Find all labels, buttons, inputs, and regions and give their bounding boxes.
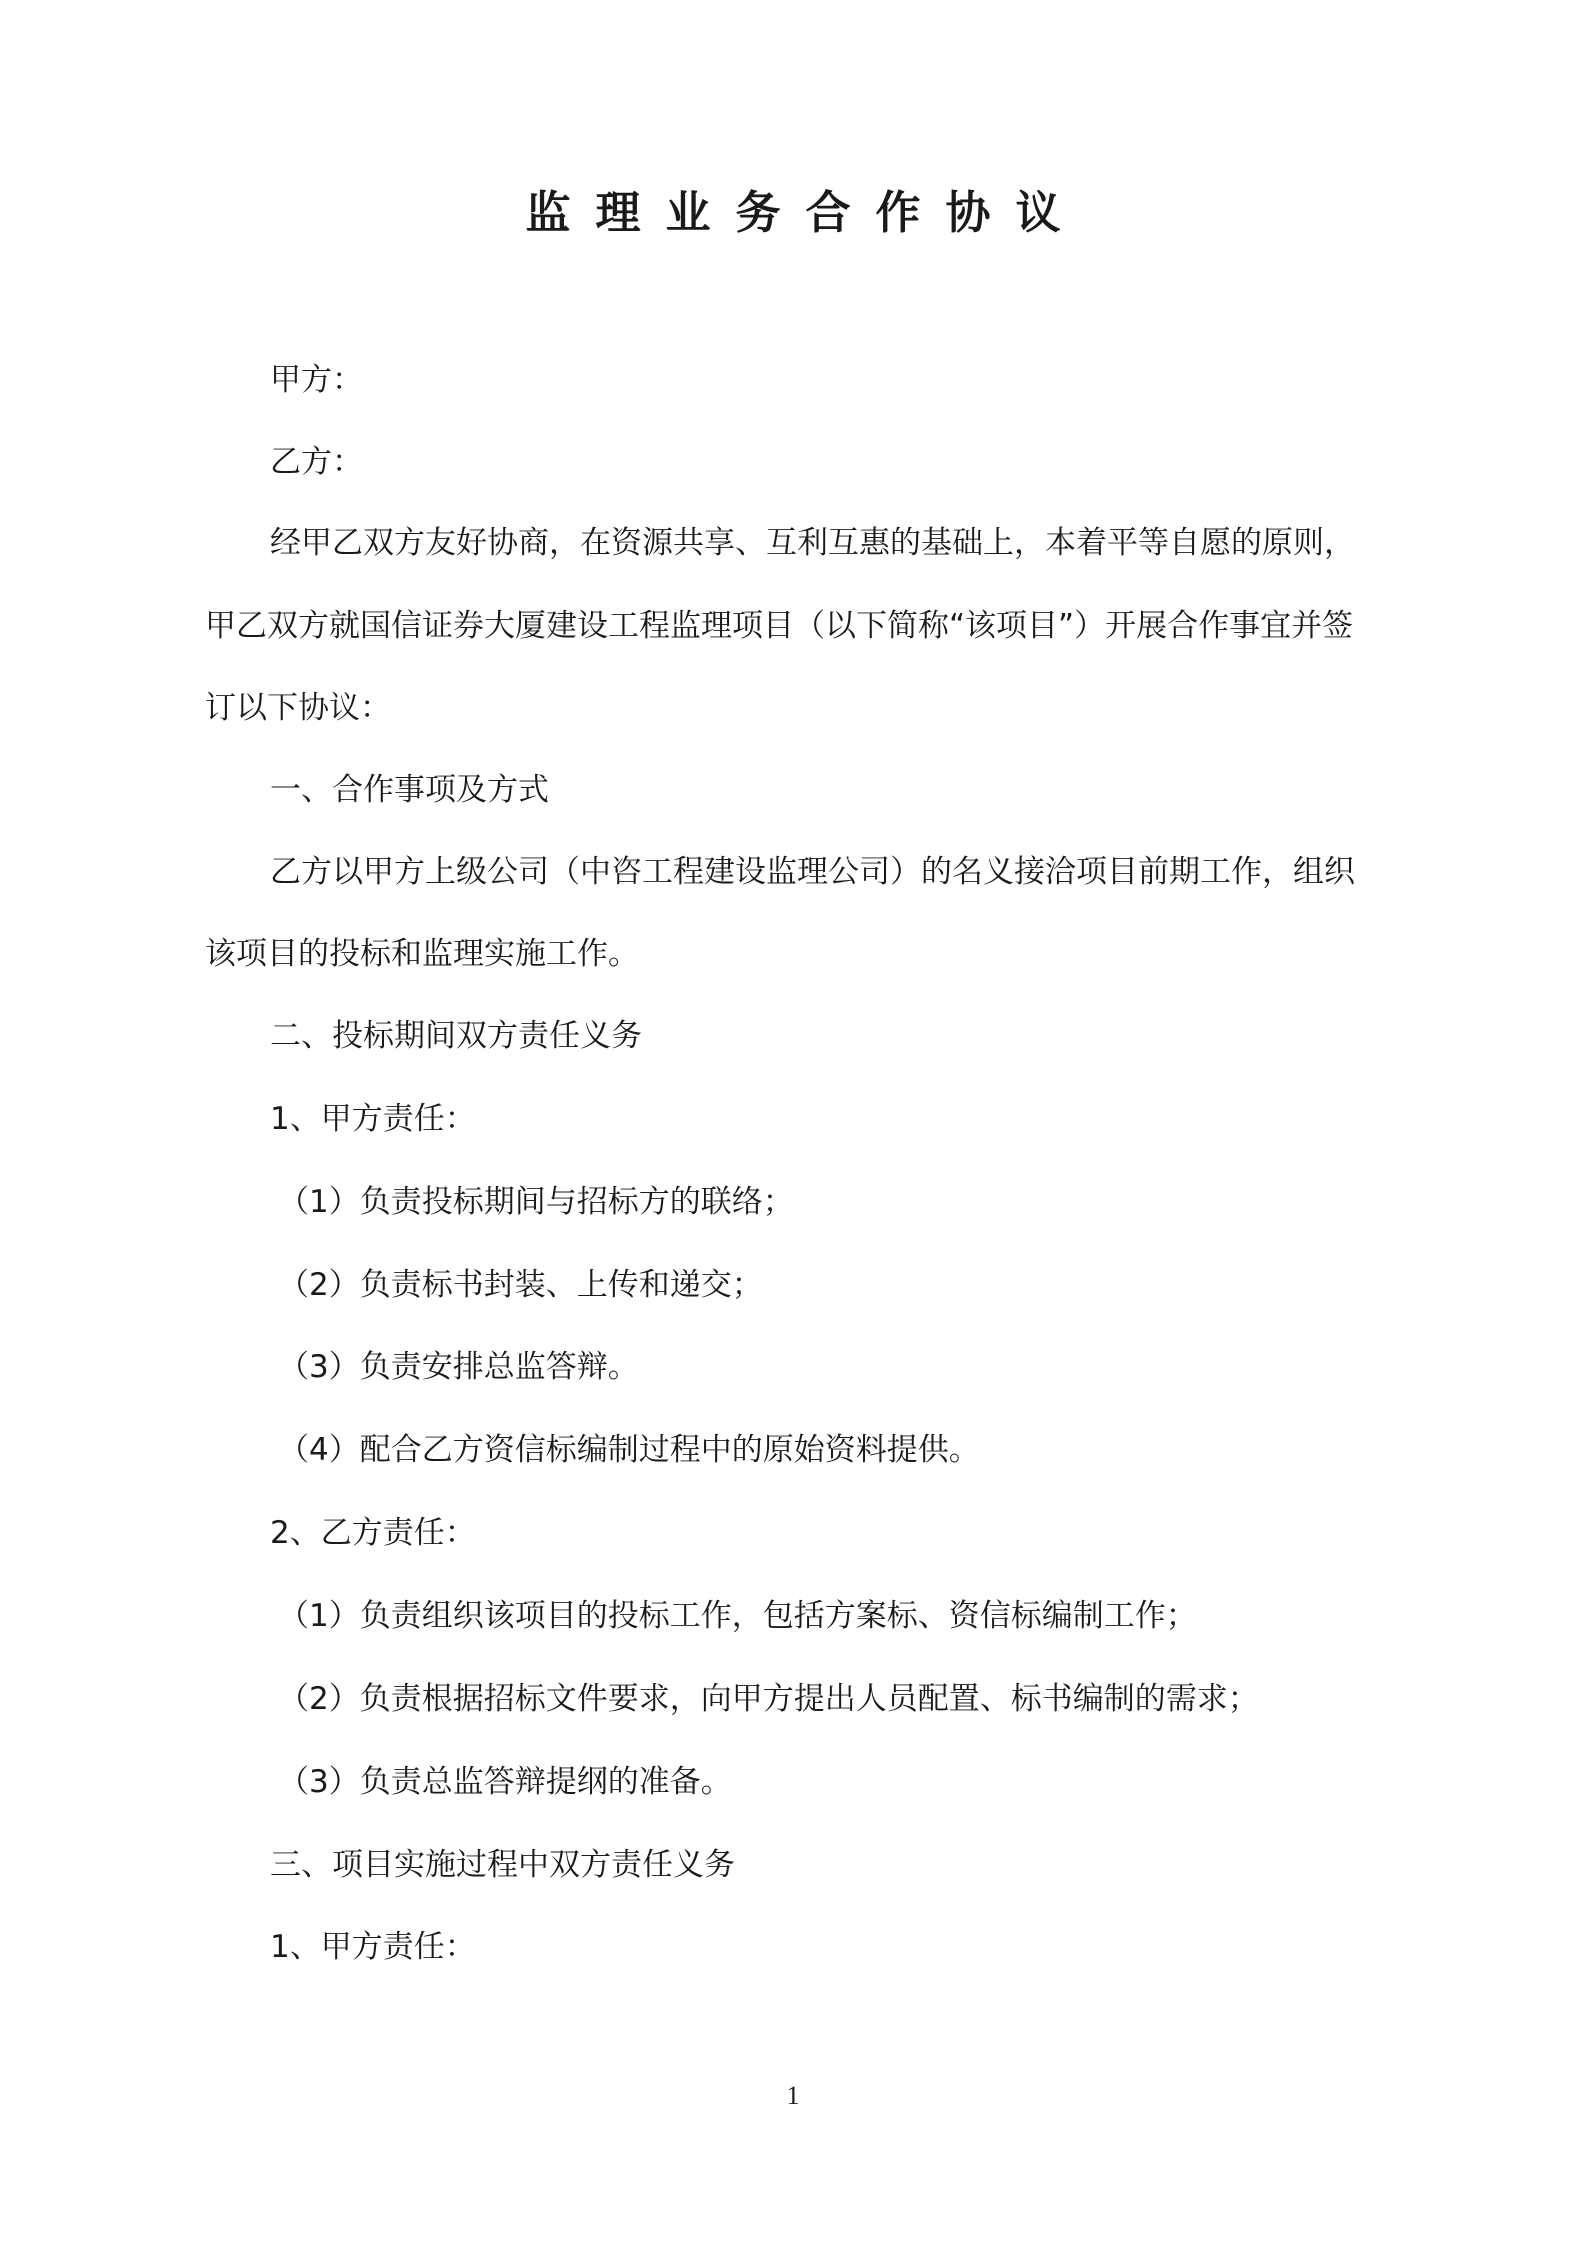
section-2-party-a-item-3: （3）负责安排总监答辩。 — [278, 1349, 639, 1385]
party-b-label: 乙方： — [270, 444, 363, 480]
section-2-party-b-item-3: （3）负责总监答辩提纲的准备。 — [278, 1764, 732, 1800]
preamble-line-1: 经甲乙双方友好协商，在资源共享、互利互惠的基础上，本着平等自愿的原则， — [270, 525, 1355, 561]
section-2-party-b-heading: 2、乙方责任： — [270, 1515, 476, 1551]
section-2-party-a-heading: 1、甲方责任： — [270, 1101, 476, 1137]
section-2-party-a-item-1: （1）负责投标期间与招标方的联络； — [278, 1184, 794, 1220]
section-1-body-line-2: 该项目的投标和监理实施工作。 — [205, 936, 639, 972]
document-title: 监理业务合作协议 — [525, 186, 1086, 239]
preamble-line-3: 订以下协议： — [205, 690, 391, 726]
party-a-label: 甲方： — [270, 362, 363, 398]
section-2-party-b-item-2: （2）负责根据招标文件要求，向甲方提出人员配置、标书编制的需求； — [278, 1681, 1259, 1717]
section-2-heading: 二、投标期间双方责任义务 — [270, 1018, 642, 1054]
section-3-heading: 三、项目实施过程中双方责任义务 — [270, 1847, 735, 1883]
section-3-party-a-heading: 1、甲方责任： — [270, 1929, 476, 1965]
section-2-party-b-item-1: （1）负责组织该项目的投标工作，包括方案标、资信标编制工作； — [278, 1598, 1197, 1634]
section-2-party-a-item-2: （2）负责标书封装、上传和递交； — [278, 1267, 763, 1303]
preamble-line-2: 甲乙双方就国信证券大厦建设工程监理项目（以下简称“该项目”）开展合作事宜并签 — [205, 608, 1354, 644]
section-2-party-a-item-4: （4）配合乙方资信标编制过程中的原始资料提供。 — [278, 1432, 980, 1468]
page-number: 1 — [786, 2081, 800, 2110]
section-1-body-line-1: 乙方以甲方上级公司（中咨工程建设监理公司）的名义接洽项目前期工作，组织 — [270, 854, 1355, 890]
section-1-heading: 一、合作事项及方式 — [270, 772, 549, 808]
